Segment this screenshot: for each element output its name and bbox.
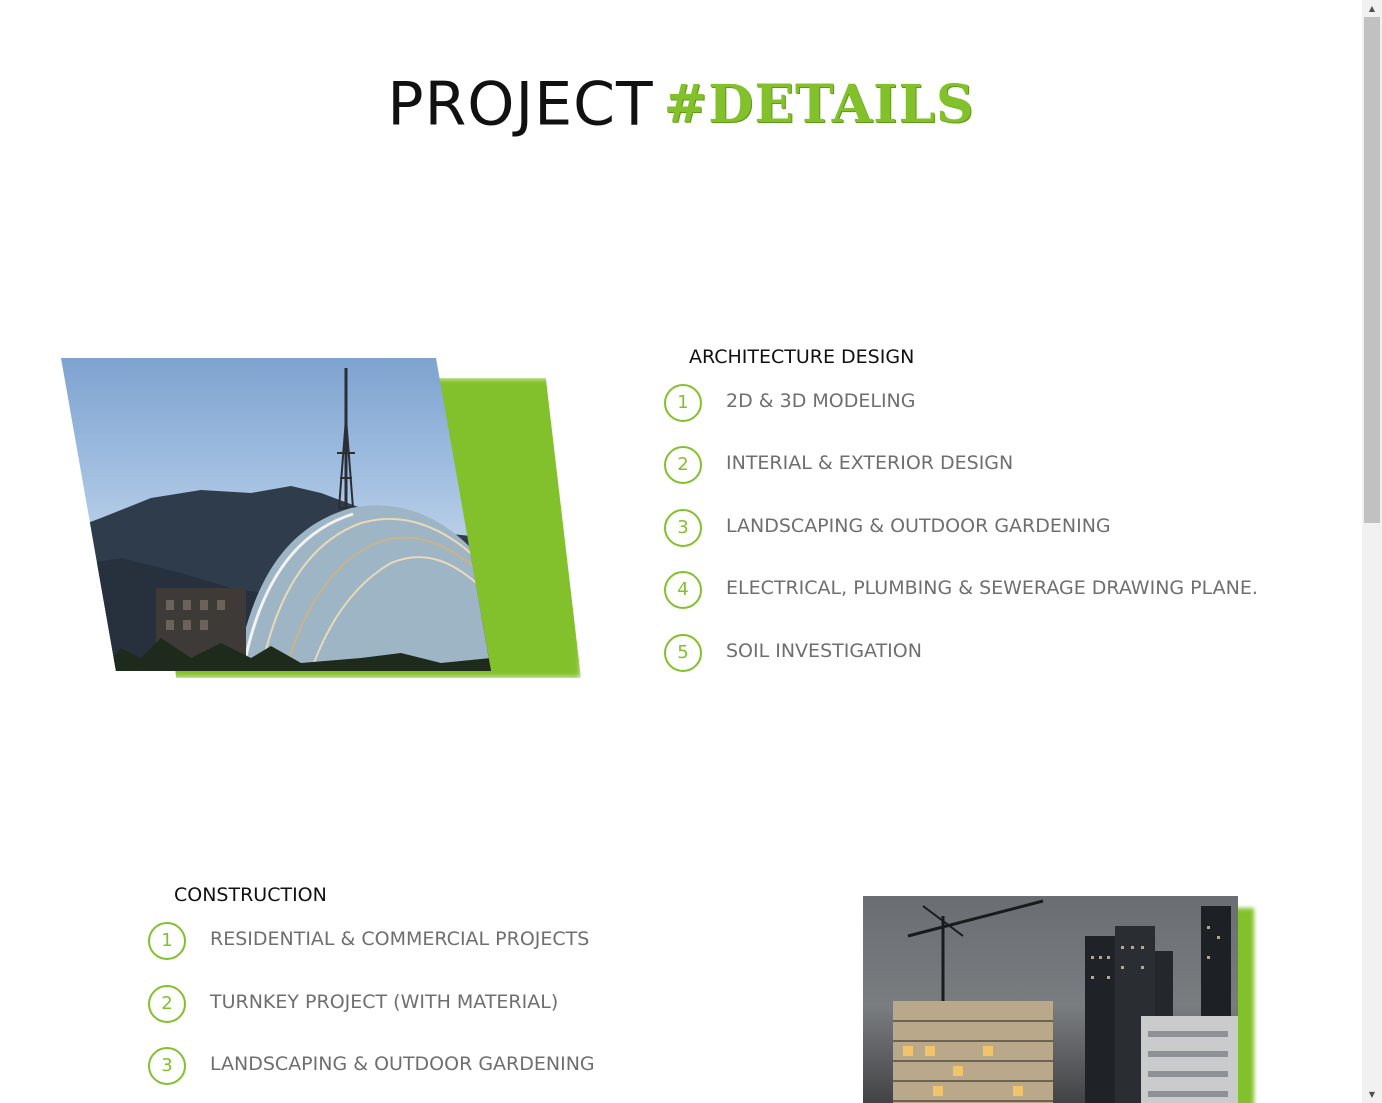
architecture-photo xyxy=(61,358,491,671)
list-number-badge: 2 xyxy=(664,446,702,484)
list-number-badge: 5 xyxy=(664,634,702,672)
list-number-badge: 3 xyxy=(148,1047,186,1085)
page-title-accent: #DETAILS xyxy=(663,73,975,135)
page-title xyxy=(0,62,1362,147)
list-item-label: TURNKEY PROJECT (WITH MATERIAL) xyxy=(210,991,559,1013)
vertical-scrollbar[interactable] xyxy=(1362,0,1382,1103)
list-item-label: LANDSCAPING & OUTDOOR GARDENING xyxy=(210,1053,595,1075)
list-item-label: SOIL INVESTIGATION xyxy=(726,640,922,662)
scrollbar-thumb[interactable] xyxy=(1364,17,1380,523)
architecture-image xyxy=(61,358,491,671)
list-number-badge: 1 xyxy=(148,922,186,960)
list-item-label: ELECTRICAL, PLUMBING & SEWERAGE DRAWING PLANE. xyxy=(726,577,1258,599)
list-number-badge: 2 xyxy=(148,985,186,1023)
page-title-primary: PROJECT xyxy=(387,69,654,140)
list-item-label: INTERIAL & EXTERIOR DESIGN xyxy=(726,452,1014,474)
list-item-label: 2D & 3D MODELING xyxy=(726,390,916,412)
scroll-up-arrow-icon[interactable]: ▲ xyxy=(1368,4,1376,13)
list-number-badge: 4 xyxy=(664,571,702,609)
list-item-label: RESIDENTIAL & COMMERCIAL PROJECTS xyxy=(210,928,590,950)
list-number-badge: 1 xyxy=(664,384,702,422)
construction-title: CONSTRUCTION xyxy=(174,884,327,906)
architecture-title: ARCHITECTURE DESIGN xyxy=(689,346,915,368)
list-item-label: LANDSCAPING & OUTDOOR GARDENING xyxy=(726,515,1111,537)
list-number-badge: 3 xyxy=(664,509,702,547)
scroll-down-arrow-icon[interactable]: ▼ xyxy=(1368,1090,1376,1099)
construction-photo xyxy=(863,896,1238,1103)
